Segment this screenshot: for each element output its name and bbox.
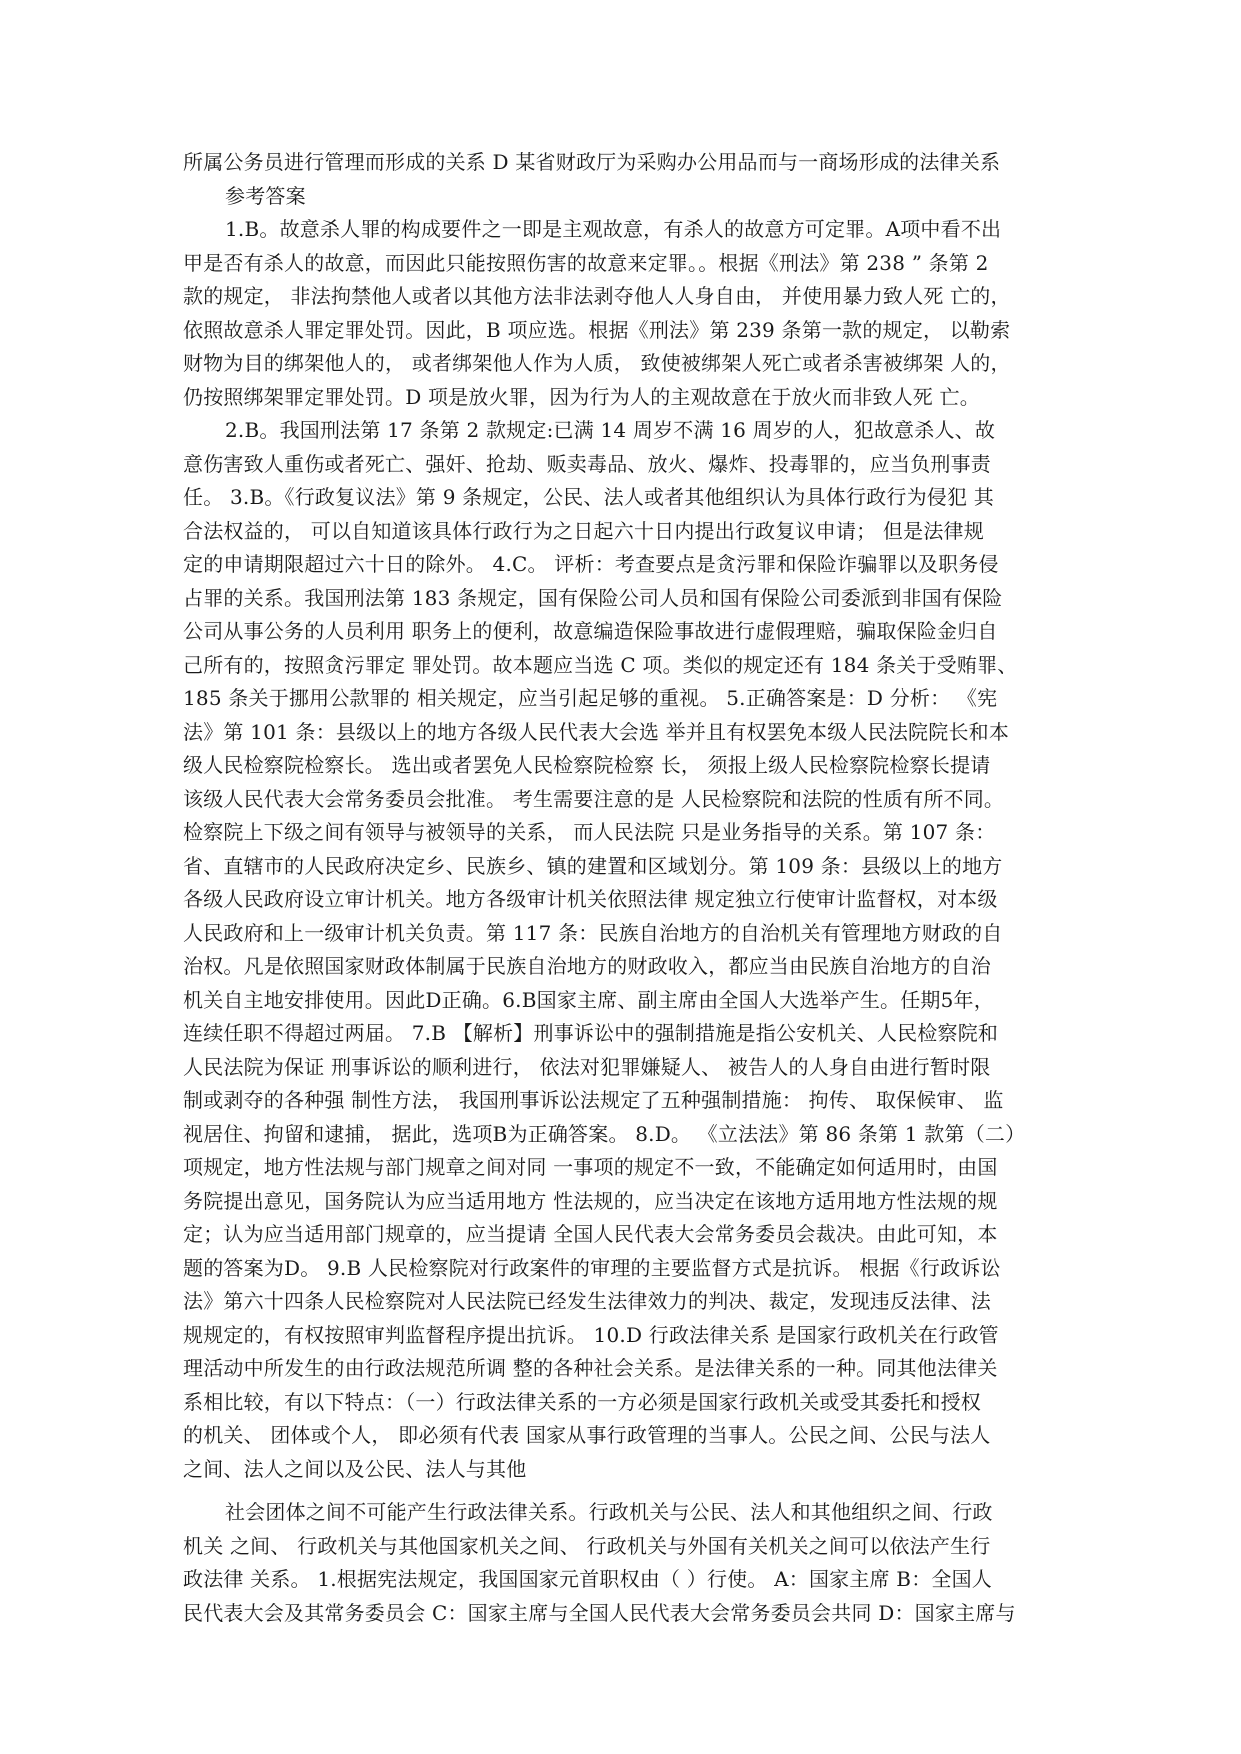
- text-line: 己所有的，按照贪污罪定 罪处罚。故本题应当选 C 项。类似的规定还有 184 条关于受贿罪、: [183, 652, 1018, 677]
- text-line: 仍按照绑架罪定罪处罚。D 项是放火罪，因为行为人的主观故意在于放火而非致人死 亡。: [183, 384, 980, 409]
- text-line: 1.B。故意杀人罪的构成要件之一即是主观故意，有杀人的故意方可定罪。A项中看不出: [225, 217, 1002, 241]
- text-line: 题的答案为D。 9.B 人民检察院对行政案件的审理的主要监督方式是抗诉。 根据《行政诉讼: [183, 1255, 1001, 1280]
- text-line: 占罪的关系。我国刑法第 183 条规定，国有保险公司人员和国有保险公司委派到非国有保险: [183, 585, 1003, 610]
- text-line: 视居住、拘留和逮捕， 据此，选项B为正确答案。 8.D。 《立法法》第 86 条第 1 款第（二）: [183, 1121, 1026, 1146]
- text-line: 之间、法人之间以及公民、法人与其他: [183, 1456, 527, 1481]
- text-line: 定的申请期限超过六十日的除外。 4.C。 评析：考查要点是贪污罪和保险诈骗罪以及职务侵: [183, 552, 999, 576]
- document-page: [183, 146, 1063, 1630]
- text-line: 理活动中所发生的由行政法规范所调 整的各种社会关系。是法律关系的一种。同其他法律关: [183, 1356, 998, 1380]
- text-line: 185 条关于挪用公款罪的 相关规定，应当引起足够的重视。 5.正确答案是：D 分析： 《宪: [183, 686, 998, 710]
- text-line: 连续任职不得超过两届。 7.B 【解析】刑事诉讼中的强制措施是指公安机关、人民检察院和: [183, 1021, 999, 1045]
- text-line: 合法权益的， 可以自知道该具体行政行为之日起六十日内提出行政复议申请； 但是法律规: [183, 518, 984, 543]
- text-line: 款的规定， 非法拘禁他人或者以其他方法非法剥夺他人人身自由， 并使用暴力致人死 亡的，: [183, 284, 1011, 308]
- text-line: 的机关、 团体或个人， 即必须有代表 国家从事行政管理的当事人。公民之间、公民与法人: [183, 1423, 991, 1447]
- text-line: 级人民检察院检察长。 选出或者罢免人民检察院检察 长， 须报上级人民检察院检察长提请: [183, 753, 991, 777]
- text-line: 所属公务员进行管理而形成的关系 D 某省财政厅为采购办公用品而与一商场形成的法律关系: [183, 150, 1001, 174]
- text-line: 人民政府和上一级审计机关负责。第 117 条：民族自治地方的自治机关有管理地方财政的自: [183, 920, 1003, 945]
- text-line: 公司从事公务的人员利用 职务上的便利，故意编造保险事故进行虚假理赔，骗取保险金归自: [183, 619, 998, 643]
- text-line: 检察院上下级之间有领导与被领导的关系， 而人民法院 只是业务指导的关系。第 107 条：: [183, 820, 996, 844]
- text-line: 治权。凡是依照国家财政体制属于民族自治地方的财政收入，都应当由民族自治地方的自治: [183, 954, 991, 978]
- text-line: 项规定，地方性法规与部门规章之间对同 一事项的规定不一致，不能确定如何适用时，由国: [183, 1155, 998, 1179]
- section-heading: 参考答案: [225, 183, 306, 208]
- text-line: 法》第 101 条：县级以上的地方各级人民代表大会选 举并且有权罢免本级人民法院院长和本: [183, 719, 1010, 744]
- text-line: 制或剥夺的各种强 制性方法， 我国刑事诉讼法规定了五种强制措施： 拘传、 取保候审、 监: [183, 1088, 1004, 1112]
- text-line: 意伤害致人重伤或者死亡、强奸、抢劫、贩卖毒品、放火、爆炸、投毒罪的，应当负刑事责: [183, 451, 991, 476]
- text-line: 务院提出意见，国务院认为应当适用地方 性法规的，应当决定在该地方适用地方性法规的规: [183, 1188, 998, 1213]
- paragraph-gap: [183, 1486, 1063, 1496]
- answer-section: [183, 146, 1063, 1486]
- text-line: 任。 3.B。《行政复议法》第 9 条规定，公民、法人或者其他组织认为具体行政行为侵犯 其: [183, 485, 994, 509]
- text-line: 各级人民政府设立审计机关。地方各级审计机关依照法律 规定独立行使审计监督权，对本级: [183, 887, 998, 911]
- text-line: 政法律 关系。 1.根据宪法规定，我国国家元首职权由（ ）行使。 A：国家主席 B：全国人: [183, 1567, 993, 1591]
- text-line: 财物为目的绑架他人的， 或者绑架他人作为人质， 致使被绑架人死亡或者杀害被绑架 人的，: [183, 351, 1011, 375]
- text-line: 省、直辖市的人民政府决定乡、民族乡、镇的建置和区域划分。第 109 条：县级以上的地方: [183, 853, 1003, 878]
- text-line: 系相比较，有以下特点：（一）行政法律关系的一方必须是国家行政机关或受其委托和授权: [183, 1389, 981, 1414]
- text-line: 机关 之间、 行政机关与其他国家机关之间、 行政机关与外国有关机关之间可以依法产生行: [183, 1533, 991, 1558]
- text-line: 机关自主地安排使用。因此D正确。6.B国家主席、副主席由全国人大选举产生。任期5年，: [183, 987, 994, 1012]
- text-line: 甲是否有杀人的故意，而因此只能按照伤害的故意来定罪。。根据《刑法》第 238 ” 条第 2: [183, 250, 989, 275]
- text-line: 2.B。我国刑法第 17 条第 2 款规定:已满 14 周岁不满 16 周岁的人，犯故意杀人、故: [225, 418, 996, 442]
- closing-section: [183, 1496, 1063, 1630]
- text-line: 人民法院为保证 刑事诉讼的顺利进行， 依法对犯罪嫌疑人、 被告人的人身自由进行暂时限: [183, 1054, 991, 1079]
- text-line: 该级人民代表大会常务委员会批准。 考生需要注意的是 人民检察院和法院的性质有所不同。: [183, 786, 1005, 811]
- text-line: 法》第六十四条人民检察院对人民法院已经发生法律效力的判决、裁定，发现违反法律、法: [183, 1289, 991, 1313]
- text-line: 民代表大会及其常务委员会 C：国家主席与全国人民代表大会常务委员会共同 D：国家主席与: [183, 1600, 1016, 1625]
- text-line: 社会团体之间不可能产生行政法律关系。行政机关与公民、法人和其他组织之间、行政: [225, 1500, 993, 1524]
- text-line: 定；认为应当适用部门规章的，应当提请 全国人民代表大会常务委员会裁决。由此可知，本: [183, 1222, 998, 1246]
- text-line: 依照故意杀人罪定罪处罚。因此，B 项应选。根据《刑法》第 239 条第一款的规定， 以勒索: [183, 317, 1011, 342]
- text-line: 规规定的，有权按照审判监督程序提出抗诉。 10.D 行政法律关系 是国家行政机关在行政管: [183, 1322, 999, 1347]
